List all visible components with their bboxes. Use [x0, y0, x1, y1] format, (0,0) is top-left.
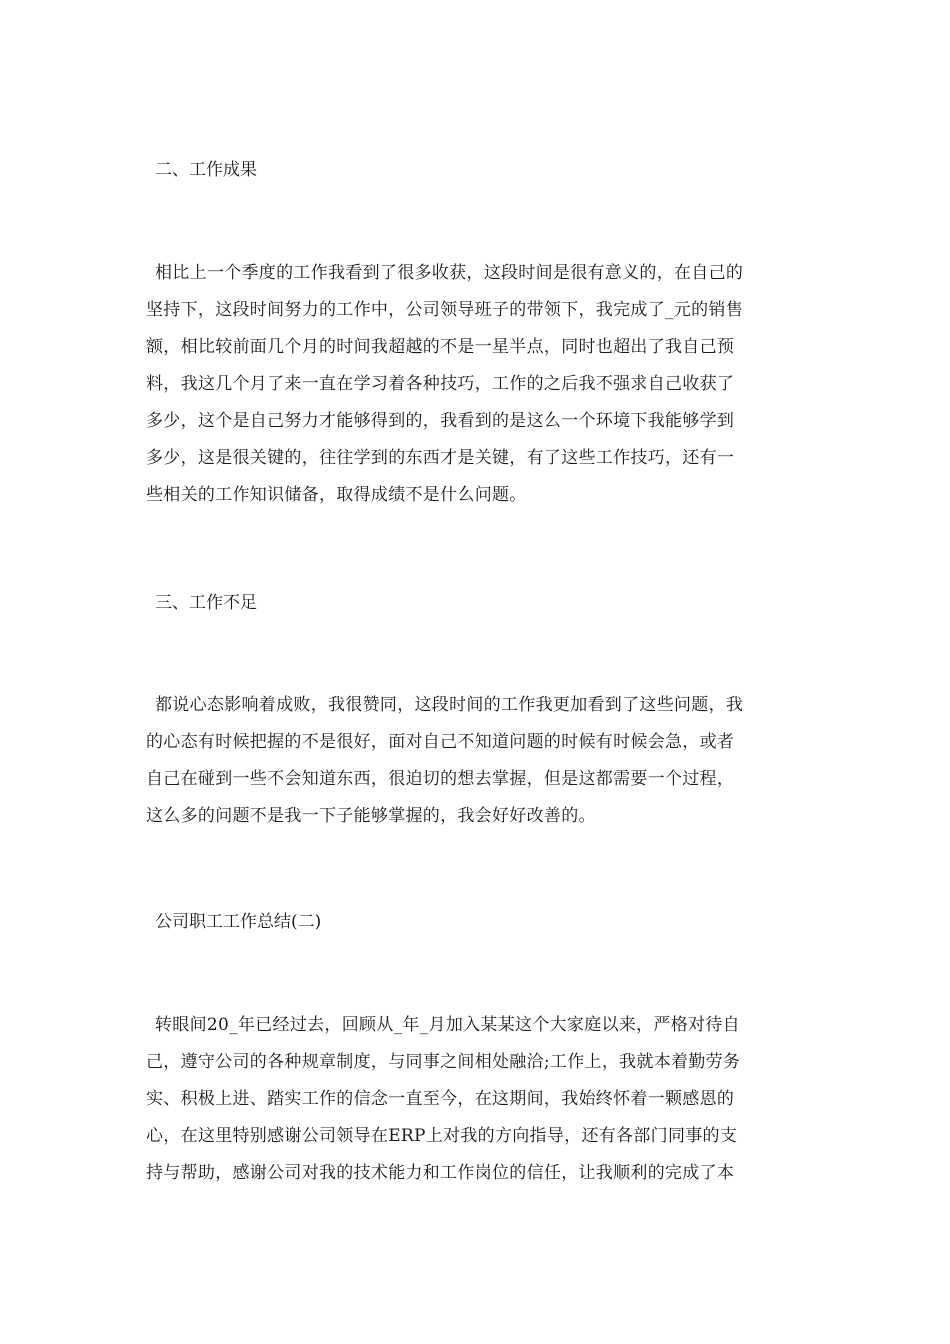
- section-heading-achievements: 二、工作成果: [155, 160, 257, 180]
- paragraph-line: 多少，这是很关键的，往往学到的东西才是关键，有了这些工作技巧，还有一: [146, 448, 735, 468]
- section-heading-summary-two: 公司职工工作总结(二): [155, 912, 322, 932]
- paragraph-line: 心，在这里特别感谢公司领导在ERP上对我的方向指导，还有各部门同事的支: [146, 1126, 738, 1146]
- paragraph-line: 相比上一个季度的工作我看到了很多收获，这段时间是很有意义的，在自己的: [155, 263, 744, 283]
- paragraph-line: 都说心态影响着成败，我很赞同，这段时间的工作我更加看到了这些问题，我: [155, 695, 744, 715]
- section-heading-shortcomings: 三、工作不足: [155, 593, 257, 613]
- paragraph-line: 己，遵守公司的各种规章制度，与同事之间相处融洽;工作上，我就本着勤劳务: [146, 1052, 741, 1072]
- paragraph-line: 转眼间20_年已经过去，回顾从_年_月加入某某这个大家庭以来，严格对待自: [155, 1015, 740, 1035]
- paragraph-line: 这么多的问题不是我一下子能够掌握的，我会好好改善的。: [146, 806, 596, 826]
- paragraph-achievements: [146, 255, 808, 514]
- paragraph-line: 的心态有时候把握的不是很好，面对自己不知道问题的时候有时候会急，或者: [146, 732, 735, 752]
- paragraph-line: 料，我这几个月了来一直在学习着各种技巧，工作的之后我不强求自己收获了: [146, 374, 735, 394]
- paragraph-shortcomings: [146, 687, 808, 835]
- paragraph-line: 坚持下，这段时间努力的工作中，公司领导班子的带领下，我完成了_元的销售: [146, 300, 743, 320]
- paragraph-line: 持与帮助，感谢公司对我的技术能力和工作岗位的信任，让我顺利的完成了本: [146, 1163, 735, 1183]
- paragraph-line: 些相关的工作知识储备，取得成绩不是什么问题。: [146, 485, 527, 505]
- paragraph-line: 自己在碰到一些不会知道东西，很迫切的想去掌握，但是这都需要一个过程，: [146, 769, 735, 789]
- paragraph-summary-two: [146, 1007, 808, 1192]
- paragraph-line: 多少，这个是自己努力才能够得到的，我看到的是这么一个环境下我能够学到: [146, 411, 735, 431]
- paragraph-line: 额，相比较前面几个月的时间我超越的不是一星半点，同时也超出了我自己预: [146, 337, 735, 357]
- paragraph-line: 实、积极上进、踏实工作的信念一直至今，在这期间，我始终怀着一颗感恩的: [146, 1089, 735, 1109]
